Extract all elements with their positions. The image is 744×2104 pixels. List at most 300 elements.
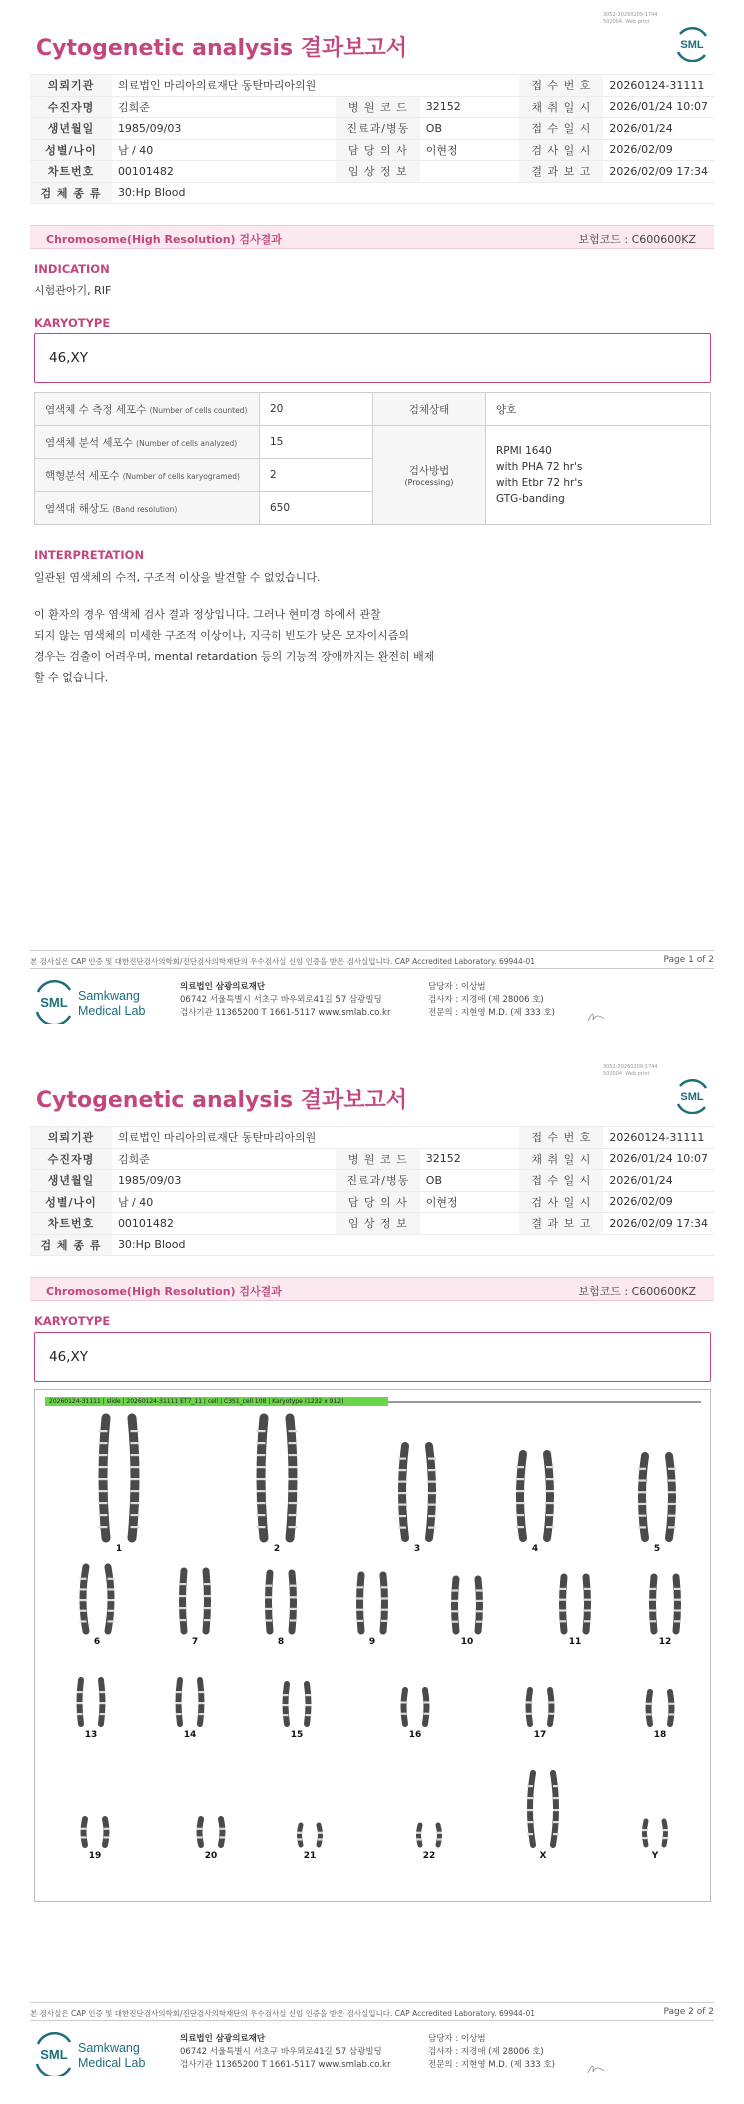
chromosome-band	[398, 1458, 406, 1460]
chromosome-band	[283, 1694, 289, 1696]
chromosome-pair-3	[398, 1446, 436, 1538]
chromosome-band	[428, 1481, 436, 1483]
info-value: 30:Hp Blood	[112, 182, 336, 204]
chromosome	[319, 1825, 321, 1845]
chromosome-pair-22	[416, 1825, 442, 1845]
cells-counted-en: (Number of cells counted)	[149, 405, 248, 415]
chromosome-band	[559, 1609, 566, 1611]
chromosome-band	[642, 1837, 647, 1839]
method-value	[486, 426, 711, 525]
chromosome-band	[663, 1837, 668, 1839]
info-label: 진료과/병동	[336, 1170, 420, 1192]
info-label: 접 수 번 호	[519, 75, 603, 97]
result-section-bar	[30, 1277, 714, 1301]
info-label: 검 체 종 류	[30, 1234, 112, 1256]
karyotype-value: 46,XY	[49, 1349, 88, 1365]
info-label: 결 과 보 고	[519, 161, 603, 183]
chromosome-band	[131, 1442, 140, 1444]
band-resolution-label	[35, 492, 260, 525]
chromosome-band	[424, 1713, 430, 1715]
chromosome-band	[476, 1589, 483, 1591]
signature-icon	[586, 1010, 606, 1024]
chromosome-band	[80, 1599, 87, 1601]
staff-specialist: 전문의 : 지현영 M.D. (제 333 호)	[428, 2060, 555, 2070]
chromosome-band	[100, 1713, 106, 1715]
cells-counted-value: 20	[260, 393, 373, 426]
chromosome-band	[527, 1833, 533, 1835]
staff-manager: 담당자 : 이상범	[428, 982, 486, 992]
chromosome-band	[99, 1490, 108, 1492]
info-label: 접 수 일 시	[519, 118, 603, 140]
interpretation-line: 할 수 없습니다.	[34, 671, 109, 684]
chromosome-band	[108, 1599, 115, 1601]
patient-info-row	[30, 75, 714, 97]
chromosome-label: 16	[408, 1730, 422, 1740]
chromosome-band	[265, 1585, 272, 1587]
chromosome-band	[99, 1466, 108, 1468]
chromosome-band	[674, 1609, 681, 1611]
specimen-state-label: 검체상태	[373, 393, 486, 426]
chromosome-pair-7	[179, 1571, 211, 1631]
info-label	[519, 182, 603, 204]
chromosome-band	[559, 1599, 566, 1601]
chromosome-label: 10	[460, 1637, 474, 1647]
chromosome-band	[204, 1595, 211, 1597]
chromosome-band	[668, 1491, 676, 1493]
interpretation-heading: INTERPRETATION	[34, 548, 145, 562]
chromosome-band	[108, 1610, 115, 1612]
insurance-code: 보험코드 : C600600KZ	[578, 233, 696, 246]
chromosome-band	[257, 1454, 266, 1456]
info-label: 병 원 코 드	[336, 1148, 420, 1170]
insurance-code: 보험코드 : C600600KZ	[578, 1285, 696, 1298]
specimen-state-value: 양호	[486, 393, 711, 426]
chromosome-band	[428, 1515, 436, 1517]
info-label: 담 당 의 사	[336, 1191, 420, 1213]
chromosome-band	[176, 1702, 182, 1704]
info-value: 00101482	[112, 161, 336, 183]
info-label: 생년월일	[30, 118, 112, 140]
chromosome-label: 17	[533, 1730, 547, 1740]
chromosome-band	[669, 1713, 675, 1715]
info-value: 20260124-31111	[603, 75, 714, 97]
karyotype-heading: KARYOTYPE	[34, 316, 111, 330]
chromosome-band	[398, 1504, 406, 1506]
chromosome	[269, 1573, 271, 1631]
chromosome-band	[428, 1527, 436, 1529]
print-code-line: 3052-20260209-1744	[603, 12, 658, 18]
indication-heading: INDICATION	[34, 262, 110, 276]
result-section-bar	[30, 225, 714, 249]
chromosome-band	[674, 1599, 681, 1601]
chromosome-band	[290, 1596, 297, 1598]
chromosome-band	[356, 1597, 363, 1599]
chromosome-pair-y	[642, 1821, 668, 1845]
chromosome-band	[289, 1466, 298, 1468]
chromosome-band	[265, 1596, 272, 1598]
chromosome-band	[451, 1589, 458, 1591]
chromosome-band	[546, 1490, 554, 1492]
chromosome-band	[638, 1468, 646, 1470]
chromosome	[653, 1577, 655, 1631]
chromosome-band	[381, 1586, 388, 1588]
info-value	[420, 1234, 520, 1256]
chromosome-band	[176, 1713, 182, 1715]
chromosome-label: 14	[183, 1730, 197, 1740]
lab-name: 의료법인 삼광의료재단	[180, 982, 266, 992]
info-label: 진료과/병동	[336, 118, 420, 140]
chromosome-band	[437, 1838, 442, 1840]
chromosome-band	[381, 1597, 388, 1599]
chromosome-band	[516, 1526, 524, 1528]
info-value: 남 / 40	[112, 1191, 336, 1213]
chromosome-band	[516, 1514, 524, 1516]
info-value: 2026/02/09	[603, 139, 714, 161]
sml-logo-text: SML	[680, 1091, 704, 1103]
chromosome-band	[318, 1832, 323, 1834]
chromosome-band	[99, 1502, 108, 1504]
chromosome-band	[584, 1588, 591, 1590]
chromosome-band	[131, 1490, 140, 1492]
chromosome-band	[516, 1490, 524, 1492]
info-value: OB	[420, 118, 520, 140]
chromosome-label: 4	[531, 1544, 539, 1554]
info-value	[420, 161, 520, 183]
chromosome-band	[642, 1829, 647, 1831]
chromosome-band	[549, 1701, 555, 1703]
patient-info-row	[30, 1234, 714, 1256]
chromosome-band	[289, 1454, 298, 1456]
info-value: 2026/01/24 10:07	[603, 1148, 714, 1170]
chromosome	[438, 1825, 440, 1845]
chromosome-band	[526, 1713, 532, 1715]
chromosome	[563, 1577, 565, 1631]
chromosome	[404, 1690, 406, 1724]
page-number: Page 2 of 2	[663, 2007, 714, 2017]
chromosome-band	[257, 1442, 266, 1444]
patient-info-row	[30, 1191, 714, 1213]
patient-info-row	[30, 1170, 714, 1192]
sml-logo-icon	[672, 1078, 712, 1114]
patient-info-row	[30, 182, 714, 204]
chromosome-band	[179, 1619, 186, 1621]
chromosome-band	[131, 1430, 140, 1432]
patient-info-table	[30, 1126, 714, 1256]
cells-counted-label	[35, 393, 260, 426]
chromosome-band	[176, 1691, 182, 1693]
chromosome-pair-13	[77, 1680, 106, 1724]
lab-address: 06742 서울특별시 서초구 바우뫼로41길 57 삼광빌딩	[180, 2047, 382, 2057]
chromosome-band	[416, 1838, 421, 1840]
info-value	[420, 75, 520, 97]
chromosome-band	[398, 1469, 406, 1471]
chromosome-band	[638, 1491, 646, 1493]
info-label: 임 상 정 보	[336, 161, 420, 183]
chromosome-band	[290, 1608, 297, 1610]
patient-info-row	[30, 1148, 714, 1170]
chromosome-label: 21	[303, 1851, 317, 1861]
info-value: 2026/02/09 17:34	[603, 161, 714, 183]
chromosome-band	[204, 1607, 211, 1609]
cells-karyogramed-ko: 핵형분석 세포수	[45, 469, 120, 482]
chromosome-label: 9	[368, 1637, 376, 1647]
chromosome-band	[99, 1430, 108, 1432]
info-value	[603, 182, 714, 204]
chromosome	[645, 1821, 647, 1845]
report-page-2	[0, 1052, 744, 2104]
chromosome-band	[289, 1430, 298, 1432]
chromosome-pair-4	[516, 1454, 554, 1538]
indication-text: 시험관아기, RIF	[34, 284, 112, 297]
print-code-id: 502004	[603, 19, 623, 25]
chromosome-label: 13	[84, 1730, 98, 1740]
samkwang-logo-line2: Medical Lab	[78, 1004, 146, 1018]
chromosome-label: Y	[651, 1851, 659, 1861]
info-value: 남 / 40	[112, 139, 336, 161]
chromosome-band	[197, 1828, 203, 1830]
lab-contact: 검사기관 11365200 T 1661-5117 www.smlab.co.kr	[180, 1008, 391, 1018]
info-value: 김희준	[112, 96, 336, 118]
chromosome	[649, 1692, 651, 1724]
lab-contact: 검사기관 11365200 T 1661-5117 www.smlab.co.kr	[180, 2060, 391, 2070]
chromosome-pair-8	[265, 1573, 297, 1631]
print-code-line: 3052-20260209-1744	[603, 1064, 658, 1070]
samkwang-logo-abbr: SML	[40, 995, 68, 1010]
chromosome-band	[99, 1454, 108, 1456]
chromosome-label: X	[539, 1851, 547, 1861]
chromosome-band	[131, 1454, 140, 1456]
lab-info	[180, 994, 390, 1020]
band-resolution-value: 650	[260, 492, 373, 525]
chromosome-band	[451, 1600, 458, 1602]
chromosome	[455, 1579, 457, 1631]
band-resolution-ko: 염색대 해상도	[45, 502, 110, 515]
chromosome-band	[668, 1515, 676, 1517]
chromosome-band	[516, 1466, 524, 1468]
chromosome-label: 18	[653, 1730, 667, 1740]
chromosome-band	[306, 1704, 312, 1706]
chromosome-band	[283, 1714, 289, 1716]
patient-info-table	[30, 74, 714, 204]
chromosome	[300, 1825, 302, 1845]
chromosome-band	[553, 1809, 559, 1811]
chromosome-band	[516, 1478, 524, 1480]
chromosome-band	[77, 1691, 83, 1693]
chromosome-band	[108, 1578, 115, 1580]
chromosome-band	[80, 1620, 87, 1622]
chromosome	[664, 1821, 666, 1845]
chromosome-band	[77, 1713, 83, 1715]
karyogram-info-strip: 20260124-31111 | slide | 20260124-31111 ET7_11 | cell | C3S1_cell 108 | Karyotype (1232 x 912)	[45, 1397, 388, 1406]
patient-info-row	[30, 96, 714, 118]
chromosome-band	[649, 1620, 656, 1622]
chromosome-band	[527, 1785, 533, 1787]
accreditation-note: 본 검사실은 CAP 인증 및 대한진단검사의학회/진단검사의학재단의 우수검사실 신임 인증을 받은 검사실입니다. CAP Accredited Laboratory. 69944-01	[30, 2009, 536, 2018]
chromosome-band	[646, 1703, 652, 1705]
chromosome-pair-18	[646, 1692, 675, 1724]
method-label-en: (Processing)	[404, 478, 454, 487]
interpretation-line: 경우는 검출이 어려우며, mental retardation 등의 기능적 장애까지는 완전히 배제	[34, 650, 435, 663]
footer-divider	[30, 950, 714, 951]
footer-divider	[30, 968, 714, 969]
info-label	[519, 1234, 603, 1256]
chromosome	[221, 1819, 223, 1845]
chromosome	[419, 1825, 421, 1845]
info-value	[603, 1234, 714, 1256]
chromosome-band	[81, 1836, 87, 1838]
info-label: 의뢰기관	[30, 1127, 112, 1149]
chromosome	[586, 1577, 588, 1631]
chromosome-label: 1	[115, 1544, 123, 1554]
info-value: OB	[420, 1170, 520, 1192]
staff-manager: 담당자 : 이상범	[428, 2034, 486, 2044]
chromosome-band	[398, 1527, 406, 1529]
info-label: 수진자명	[30, 96, 112, 118]
method-label-ko: 검사방법	[408, 465, 450, 477]
chromosome-band	[108, 1620, 115, 1622]
chromosome-band	[289, 1442, 298, 1444]
info-label: 병 원 코 드	[336, 96, 420, 118]
chromosome-band	[289, 1490, 298, 1492]
report-title: Cytogenetic analysis 결과보고서	[36, 1088, 408, 1113]
chromosome-band	[546, 1526, 554, 1528]
chromosome-band	[646, 1713, 652, 1715]
info-label: 결 과 보 고	[519, 1213, 603, 1235]
chromosome-band	[81, 1828, 87, 1830]
chromosome-band	[668, 1479, 676, 1481]
interpretation-line: 되지 않는 염색체의 미세한 구조적 이상이나, 지극히 빈도가 낮은 모자이시즘의	[34, 629, 409, 642]
chromosome-label: 5	[653, 1544, 661, 1554]
chromosome	[676, 1577, 678, 1631]
info-value: 30:Hp Blood	[112, 1234, 336, 1256]
chromosome-pair-x	[527, 1773, 559, 1845]
chromosome-band	[283, 1704, 289, 1706]
info-label: 채 취 일 시	[519, 1148, 603, 1170]
chromosome-band	[257, 1514, 266, 1516]
info-value: 32152	[420, 96, 520, 118]
cells-analyzed-ko: 염색체 분석 세포수	[45, 436, 133, 449]
chromosome-band	[265, 1608, 272, 1610]
chromosome-band	[649, 1588, 656, 1590]
chromosome-band	[428, 1492, 436, 1494]
chromosome-band	[546, 1514, 554, 1516]
info-label	[336, 75, 420, 97]
chromosome-band	[297, 1832, 302, 1834]
info-label: 접 수 일 시	[519, 1170, 603, 1192]
chromosome-band	[131, 1466, 140, 1468]
info-value	[420, 182, 520, 204]
chromosome-band	[526, 1701, 532, 1703]
chromosome-band	[80, 1610, 87, 1612]
chromosome-band	[356, 1609, 363, 1611]
chromosome-pair-21	[297, 1825, 323, 1845]
method-line: with Etbr 72 hr's	[496, 477, 583, 489]
info-value: 1985/09/03	[112, 118, 336, 140]
cells-karyogramed-value: 2	[260, 459, 373, 492]
chromosome-band	[416, 1832, 421, 1834]
chromosome-band	[476, 1600, 483, 1602]
chromosome	[550, 1690, 552, 1724]
chromosome-label: 22	[422, 1851, 436, 1861]
method-line: RPMI 1640	[496, 445, 552, 457]
info-value: 이현정	[420, 1191, 520, 1213]
chromosome-band	[663, 1829, 668, 1831]
chromosome-pair-12	[649, 1577, 681, 1631]
chromosome-band	[257, 1502, 266, 1504]
chromosome-band	[257, 1478, 266, 1480]
chromosome-band	[428, 1469, 436, 1471]
staff-list	[428, 2033, 555, 2072]
info-value: 2026/01/24	[603, 1170, 714, 1192]
staff-list	[428, 981, 555, 1020]
info-label: 수진자명	[30, 1148, 112, 1170]
chromosome	[105, 1819, 107, 1845]
chromosome-band	[108, 1588, 115, 1590]
info-label: 검 사 일 시	[519, 1191, 603, 1213]
chromosome-band	[553, 1821, 559, 1823]
chromosome-band	[669, 1703, 675, 1705]
cell-count-table	[34, 392, 711, 525]
chromosome-label: 6	[93, 1637, 101, 1647]
chromosome-band	[131, 1478, 140, 1480]
chromosome-band	[527, 1797, 533, 1799]
info-value	[420, 1127, 520, 1149]
chromosome-band	[289, 1502, 298, 1504]
chromosome-band	[638, 1503, 646, 1505]
chromosome-band	[559, 1620, 566, 1622]
print-code-line	[603, 1071, 673, 1078]
karyogram-image	[34, 1389, 711, 1902]
samkwang-logo-line1: Samkwang	[78, 2041, 140, 2055]
chromosome-band	[220, 1836, 226, 1838]
chromosome-band	[306, 1694, 312, 1696]
chromosome-band	[476, 1610, 483, 1612]
print-code-tag: Web print	[625, 1071, 650, 1077]
chromosome	[478, 1579, 480, 1631]
info-label: 담 당 의 사	[336, 139, 420, 161]
info-label: 검 체 종 류	[30, 182, 112, 204]
info-label: 생년월일	[30, 1170, 112, 1192]
chromosome-band	[197, 1836, 203, 1838]
info-label: 채 취 일 시	[519, 96, 603, 118]
interpretation-text	[34, 604, 474, 688]
chromosome	[200, 1819, 202, 1845]
chromosome-band	[289, 1514, 298, 1516]
chromosome-band	[257, 1466, 266, 1468]
chromosome-band	[318, 1838, 323, 1840]
chromosome-band	[220, 1828, 226, 1830]
chromosome-band	[99, 1478, 108, 1480]
patient-info-row	[30, 1213, 714, 1235]
chromosome-band	[104, 1836, 110, 1838]
chromosome-band	[99, 1526, 108, 1528]
chromosome-pair-6	[80, 1567, 115, 1631]
chromosome-band	[179, 1583, 186, 1585]
info-label	[336, 1127, 420, 1149]
chromosome-band	[306, 1714, 312, 1716]
chromosome-band	[584, 1609, 591, 1611]
chromosome-band	[204, 1619, 211, 1621]
chromosome-band	[80, 1578, 87, 1580]
cells-analyzed-value: 15	[260, 426, 373, 459]
section-title: Chromosome(High Resolution) 검사결과	[46, 233, 282, 246]
chromosome-band	[257, 1490, 266, 1492]
chromosome-band	[398, 1492, 406, 1494]
chromosome-band	[290, 1585, 297, 1587]
interpretation-summary: 일관된 염색체의 수적, 구조적 이상을 발견할 수 없었습니다.	[34, 571, 321, 584]
chromosome-band	[199, 1691, 205, 1693]
chromosome-band	[437, 1832, 442, 1834]
